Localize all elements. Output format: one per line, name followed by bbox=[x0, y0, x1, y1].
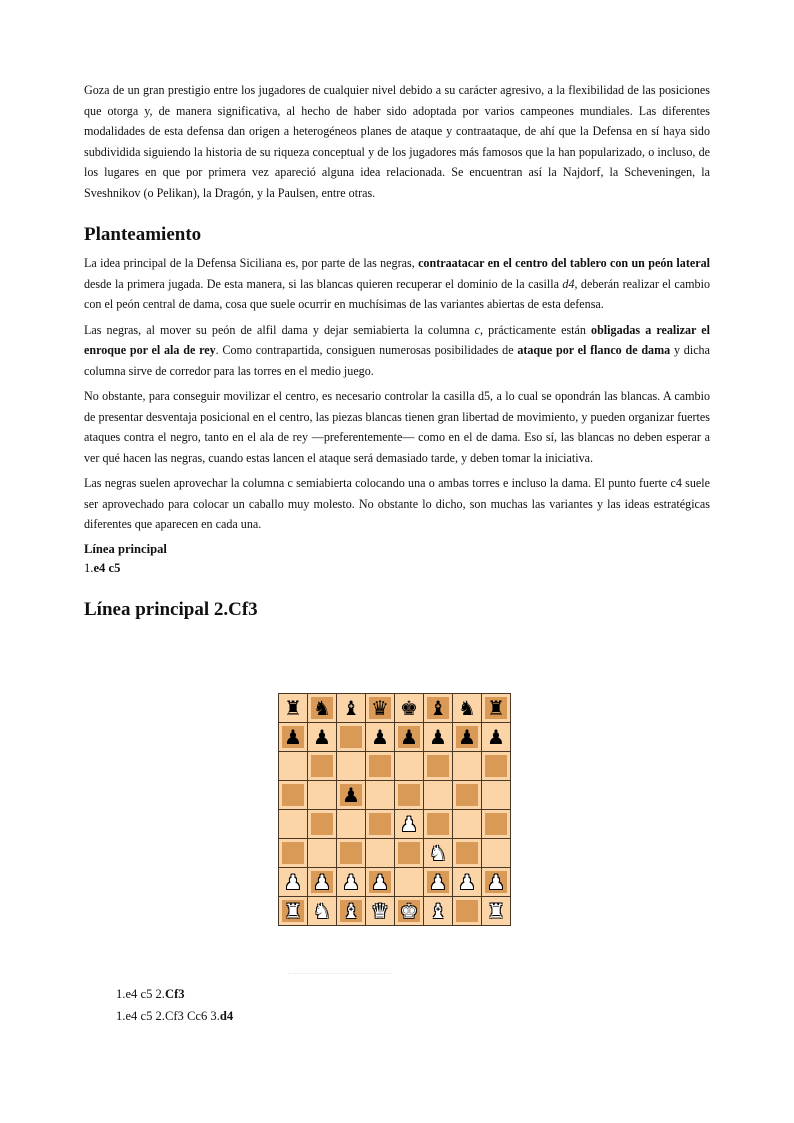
square-b3 bbox=[308, 839, 337, 868]
square-g1 bbox=[453, 897, 482, 926]
square-e4 bbox=[395, 810, 424, 839]
move-line bbox=[116, 983, 233, 1005]
board-rank-7 bbox=[279, 723, 511, 752]
white-knight-icon: ♞ bbox=[429, 841, 447, 865]
square-c2 bbox=[337, 868, 366, 897]
square-c6 bbox=[337, 752, 366, 781]
square-f3 bbox=[424, 839, 453, 868]
document-body bbox=[84, 80, 710, 628]
square-c5 bbox=[337, 781, 366, 810]
square-b8 bbox=[308, 694, 337, 723]
black-king-icon: ♚ bbox=[400, 696, 418, 720]
text-run: La idea principal de la Defensa Siciliana es, por parte de las negras, bbox=[84, 256, 419, 270]
square-g2 bbox=[453, 868, 482, 897]
bold-run: ataque por el flanco de dama bbox=[517, 343, 671, 357]
square-e2 bbox=[395, 868, 424, 897]
board-rank-8 bbox=[279, 694, 511, 723]
square-h4 bbox=[482, 810, 511, 839]
square-c4 bbox=[337, 810, 366, 839]
square-h1 bbox=[482, 897, 511, 926]
italic-run: d4 bbox=[562, 276, 575, 291]
square-d1 bbox=[366, 897, 395, 926]
square-g7 bbox=[453, 723, 482, 752]
black-bishop-icon: ♝ bbox=[429, 696, 447, 720]
white-pawn-icon: ♟ bbox=[458, 870, 476, 894]
text-run: , prácticamente están bbox=[480, 322, 592, 337]
square-f4 bbox=[424, 810, 453, 839]
text-run: y dicha columna sirve de corredor para las torres en el medio juego. bbox=[84, 343, 710, 378]
intro-paragraph: Goza de un gran prestigio entre los jugadores de cualquier nivel debido a su carácter agresivo, a la flexibilidad de las posiciones que otorga y, de manera significativa, al hecho de haber sido adoptada por varios campeones mundiales. Las diferentes modalidades de esta defensa dan origen a heterogéneos planes de ataque y contraataque, de ahí que la Defensa en sí haya sido subdividida siguiendo la historia de su riqueza conceptual y de los jugadores más famosos que la han popularizado, o incluso, de los lugares en que por primera vez apareció alguna idea relacionada. Se encuentran así la Najdorf, la Scheveningen, la Sveshnikov (o Pelikan), la Dragón, y la Paulsen, entre otras. bbox=[84, 83, 710, 200]
square-c7 bbox=[337, 723, 366, 752]
white-pawn-icon: ♟ bbox=[429, 870, 447, 894]
square-h5 bbox=[482, 781, 511, 810]
paragraph-idea-principal bbox=[84, 253, 710, 315]
square-d6 bbox=[366, 752, 395, 781]
black-pawn-icon: ♟ bbox=[458, 725, 476, 749]
italic-run: c bbox=[474, 322, 481, 337]
square-e8 bbox=[395, 694, 424, 723]
board-rank-4 bbox=[279, 810, 511, 839]
square-f1 bbox=[424, 897, 453, 926]
text-run: . Como contrapartida, consiguen numerosas posibilidades de bbox=[215, 343, 518, 357]
board-rank-6 bbox=[279, 752, 511, 781]
square-f8 bbox=[424, 694, 453, 723]
subheading-linea-principal: Línea principal bbox=[84, 541, 167, 556]
white-pawn-icon: ♟ bbox=[284, 870, 302, 894]
square-d8 bbox=[366, 694, 395, 723]
board-rank-1 bbox=[279, 897, 511, 926]
move-bold: d4 bbox=[219, 1009, 234, 1023]
chess-board bbox=[278, 693, 511, 926]
square-c3 bbox=[337, 839, 366, 868]
square-g3 bbox=[453, 839, 482, 868]
black-pawn-icon: ♟ bbox=[284, 725, 302, 749]
square-e6 bbox=[395, 752, 424, 781]
board-rank-2 bbox=[279, 868, 511, 897]
black-bishop-icon: ♝ bbox=[342, 696, 360, 720]
section-heading-linea-principal-cf3: Línea principal 2.Cf3 bbox=[84, 598, 258, 620]
black-queen-icon: ♛ bbox=[371, 696, 389, 720]
move-line bbox=[116, 1005, 233, 1027]
square-b2 bbox=[308, 868, 337, 897]
square-g5 bbox=[453, 781, 482, 810]
square-b6 bbox=[308, 752, 337, 781]
square-a2 bbox=[279, 868, 308, 897]
square-d3 bbox=[366, 839, 395, 868]
divider bbox=[288, 973, 392, 974]
paragraph-columna-c: Las negras suelen aprovechar la columna c semiabierta colocando una o ambas torres e incluso la dama. El punto fuerte c4 suele ser aprovechado para colocar un caballo muy molesto. No obstante lo dicho, son muchas las variantes y las ideas estratégicas diferentes que aparecen en cada una. bbox=[84, 476, 710, 531]
board-rank-5 bbox=[279, 781, 511, 810]
mainline-moves bbox=[84, 558, 710, 578]
black-rook-icon: ♜ bbox=[487, 696, 505, 720]
move-text: 1.e4 c5 2.Cf3 Cc6 3. bbox=[116, 1009, 220, 1023]
move-text: 1.e4 c5 2. bbox=[116, 987, 165, 1001]
black-pawn-icon: ♟ bbox=[400, 725, 418, 749]
white-bishop-icon: ♝ bbox=[429, 899, 447, 923]
section-heading-planteamiento: Planteamiento bbox=[84, 224, 202, 245]
square-d2 bbox=[366, 868, 395, 897]
square-g8 bbox=[453, 694, 482, 723]
white-rook-icon: ♜ bbox=[284, 899, 302, 923]
square-d5 bbox=[366, 781, 395, 810]
square-g4 bbox=[453, 810, 482, 839]
text-run: , deberán realizar el cambio con el peón central de dama, cosa que suele ocurrir en muchísimas de las variantes abiertas de esta defensa. bbox=[84, 276, 710, 311]
bold-run: contraatacar en el centro del tablero con un peón lateral bbox=[418, 256, 711, 270]
square-e1 bbox=[395, 897, 424, 926]
text-run: desde la primera jugada. De esta manera, si las blancas quieren recuperar el dominio de la casilla bbox=[84, 276, 563, 291]
square-h6 bbox=[482, 752, 511, 781]
paragraph-negras bbox=[84, 320, 710, 382]
square-g6 bbox=[453, 752, 482, 781]
black-pawn-icon: ♟ bbox=[313, 725, 331, 749]
square-a1 bbox=[279, 897, 308, 926]
square-a4 bbox=[279, 810, 308, 839]
white-pawn-icon: ♟ bbox=[342, 870, 360, 894]
square-a7 bbox=[279, 723, 308, 752]
black-pawn-icon: ♟ bbox=[342, 783, 360, 807]
black-rook-icon: ♜ bbox=[284, 696, 302, 720]
white-pawn-icon: ♟ bbox=[371, 870, 389, 894]
square-e3 bbox=[395, 839, 424, 868]
black-pawn-icon: ♟ bbox=[487, 725, 505, 749]
white-pawn-icon: ♟ bbox=[313, 870, 331, 894]
square-e7 bbox=[395, 723, 424, 752]
move-bold: Cf3 bbox=[164, 987, 185, 1001]
square-h3 bbox=[482, 839, 511, 868]
move-list bbox=[116, 983, 233, 1027]
black-knight-icon: ♞ bbox=[313, 696, 331, 720]
white-pawn-icon: ♟ bbox=[400, 812, 418, 836]
white-king-icon: ♚ bbox=[400, 899, 418, 923]
white-queen-icon: ♛ bbox=[371, 899, 389, 923]
square-f5 bbox=[424, 781, 453, 810]
square-d7 bbox=[366, 723, 395, 752]
white-bishop-icon: ♝ bbox=[342, 899, 360, 923]
bold-run: obligadas a realizar el enroque por el ala de rey bbox=[84, 322, 711, 357]
square-b4 bbox=[308, 810, 337, 839]
square-a6 bbox=[279, 752, 308, 781]
black-pawn-icon: ♟ bbox=[429, 725, 447, 749]
paragraph-no-obstante: No obstante, para conseguir movilizar el centro, es necesario controlar la casilla d5, a lo cual se opondrán las blancas. A cambio de presentar desventaja posicional en el centro, las piezas blancas tienen gran libertad de movimiento, y pueden organizar fuertes ataques contra el negro, tanto en el ala de rey ―preferentemente― como en el de dama. Eso sí, las blancas no deben esperar a ver qué hacen las negras, cuando estas lancen el ataque será demasiado tarde, y deben tomar la iniciativa. bbox=[84, 389, 710, 465]
white-knight-icon: ♞ bbox=[313, 899, 331, 923]
square-a5 bbox=[279, 781, 308, 810]
square-b5 bbox=[308, 781, 337, 810]
square-a3 bbox=[279, 839, 308, 868]
square-b7 bbox=[308, 723, 337, 752]
square-d4 bbox=[366, 810, 395, 839]
square-f2 bbox=[424, 868, 453, 897]
move-text: e4 c5 bbox=[93, 560, 121, 575]
square-e5 bbox=[395, 781, 424, 810]
black-knight-icon: ♞ bbox=[458, 696, 476, 720]
square-c1 bbox=[337, 897, 366, 926]
square-c8 bbox=[337, 694, 366, 723]
white-rook-icon: ♜ bbox=[487, 899, 505, 923]
square-f7 bbox=[424, 723, 453, 752]
square-b1 bbox=[308, 897, 337, 926]
square-f6 bbox=[424, 752, 453, 781]
chess-board-grid bbox=[278, 693, 511, 926]
square-h7 bbox=[482, 723, 511, 752]
move-number: 1. bbox=[84, 560, 94, 575]
white-pawn-icon: ♟ bbox=[487, 870, 505, 894]
black-pawn-icon: ♟ bbox=[371, 725, 389, 749]
text-run: Las negras, al mover su peón de alfil dama y dejar semiabierta la columna bbox=[84, 322, 475, 337]
board-rank-3 bbox=[279, 839, 511, 868]
square-a8 bbox=[279, 694, 308, 723]
square-h2 bbox=[482, 868, 511, 897]
square-h8 bbox=[482, 694, 511, 723]
